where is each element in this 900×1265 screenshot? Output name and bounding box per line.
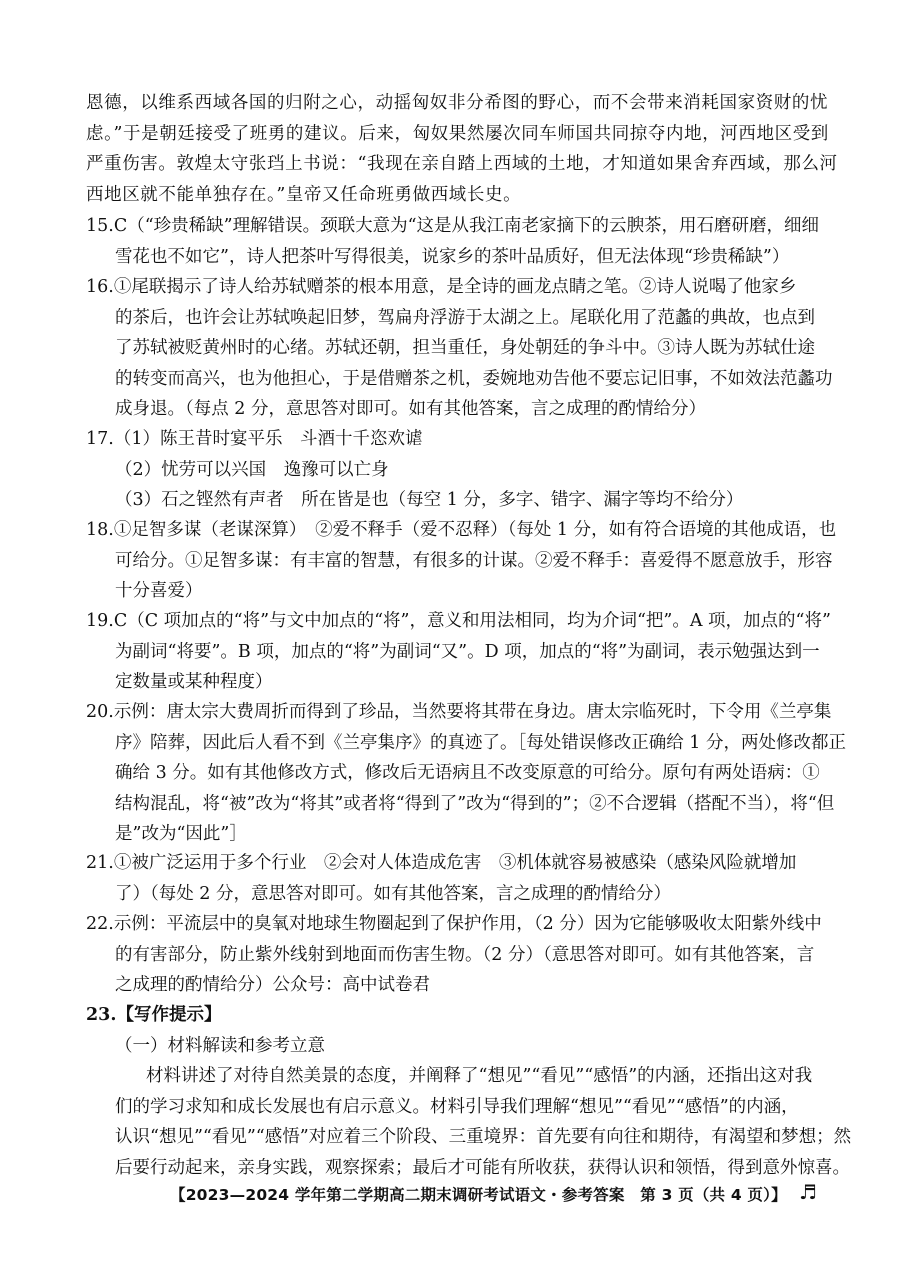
page-footer: 【2023—2024 学年第二学期高二期末调研考试语文・参考答案 第 3 页（共 4 页）】 bbox=[170, 1186, 787, 1204]
text-line: 后要行动起来，亲身实践，观察探索；最后才可能有所收获，获得认识和领悟，得到意外惊喜。 bbox=[115, 1157, 850, 1178]
text-line: 虑。”于是朝廷接受了班勇的建议。后来，匈奴果然屡次同车师国共同掠夺内地，河西地区受到 bbox=[86, 123, 829, 144]
text-line: 的转变而高兴，也为他担心，于是借赠茶之机，委婉地劝告他不要忘记旧事，不如效法范蠡功 bbox=[115, 368, 833, 389]
answer-21 bbox=[86, 848, 822, 909]
text-line: 15.C（“珍贵稀缺”理解错误。颈联大意为“这是从我江南老家摘下的云腴茶，用石磨研磨，细细 bbox=[86, 216, 820, 236]
text-line: 21.①被广泛运用于多个行业 ②会对人体造成危害 ③机体就容易被感染（感染风险就增加 bbox=[86, 853, 797, 873]
answer-19 bbox=[86, 606, 831, 698]
answer-17 bbox=[86, 424, 822, 516]
answer-16 bbox=[86, 272, 833, 425]
text-line: 16.①尾联揭示了诗人给苏轼赠茶的根本用意，是全诗的画龙点睛之笔。②诗人说喝了他家乡 bbox=[86, 277, 797, 297]
text-line: （2）忧劳可以兴国 逸豫可以亡身 bbox=[115, 459, 389, 480]
text-line: 们的学习求知和成长发展也有启示意义。材料引导我们理解“想见”“看见”“感悟”的内涵， bbox=[115, 1096, 799, 1117]
text-line: 了苏轼被贬黄州时的心绪。苏轼还朝，担当重任，身处朝廷的争斗中。③诗人既为苏轼仕途 bbox=[115, 338, 815, 358]
text-line: 17.（1）陈王昔时宴平乐 斗酒十千恣欢谑 bbox=[86, 429, 423, 449]
text-line: 定数量或某种程度） bbox=[115, 672, 273, 692]
text-line: 的茶后，也许会让苏轼唤起旧梦，驾扁舟浮游于太湖之上。尾联化用了范蠡的典故，也点到 bbox=[115, 307, 815, 328]
text-line: 西地区就不能单独存在。”皇帝又任命班勇做西域长史。 bbox=[86, 184, 522, 205]
answer-22 bbox=[86, 909, 822, 1001]
text-line: （3）石之铿然有声者 所在皆是也（每空 1 分，多字、错字、漏字等均不给分） bbox=[115, 490, 744, 510]
text-line: 雪花也不如它”，诗人把茶叶写得很美，说家乡的茶叶品质好，但无法体现“珍贵稀缺”） bbox=[115, 246, 790, 267]
text-line: 之成理的酌情给分）公众号：高中试卷君 bbox=[115, 975, 430, 995]
text-line: 恩德，以维系西域各国的归附之心，动摇匈奴非分希图的野心，而不会带来消耗国家资财的忧 bbox=[86, 93, 829, 113]
section-heading: 23.【写作提示】 bbox=[86, 1005, 222, 1025]
text-line: 了）（每处 2 分，意思答对即可。如有其他答案，言之成理的酌情给分） bbox=[115, 883, 672, 904]
text-line: 十分喜爱） bbox=[115, 581, 203, 601]
text-line: 认识“想见”“看见”“感悟”对应着三个阶段、三重境界：首先要有向往和期待，有渴望和梦想；然 bbox=[115, 1127, 852, 1147]
text-line: 确给 3 分。如有其他修改方式，修改后无语病且不改变原意的可给分。原句有两处语病：① bbox=[115, 763, 820, 783]
text-line: 成身退。（每点 2 分，意思答对即可。如有其他答案，言之成理的酌情给分） bbox=[115, 399, 707, 419]
text-line: 22.示例：平流层中的臭氧对地球生物圈起到了保护作用，（2 分）因为它能够吸收太阳紫外线中 bbox=[86, 914, 822, 934]
text-line: 序》陪葬，因此后人看不到《兰亭集序》的真迹了。［每处错误修改正确给 1 分，两处修改都正 bbox=[115, 732, 847, 753]
text-line: 的有害部分，防止紫外线射到地面而伤害生物。（2 分）（意思答对即可。如有其他答案，言 bbox=[115, 944, 815, 965]
text-line: 可给分。①足智多谋：有丰富的智慧，有很多的计谋。②爱不释手：喜爱得不愿意放手，形容 bbox=[115, 550, 833, 571]
answer-18 bbox=[86, 515, 837, 607]
passage-translation-continued bbox=[86, 88, 838, 210]
text-line: 材料讲述了对待自然美景的态度，并阐释了“想见”“看见”“感悟”的内涵，还指出这对我 bbox=[146, 1066, 813, 1086]
music-note-icon: ♬ bbox=[799, 1180, 817, 1204]
text-line: 为副词“将要”。B 项，加点的“将”为副词“又”。D 项，加点的“将”为副词，表示勉强达到一 bbox=[115, 641, 820, 662]
subsection-heading: （一）材料解读和参考立意 bbox=[115, 1035, 325, 1056]
text-line: 20.示例：唐太宗大费周折而得到了珍品，当然要将其带在身边。唐太宗临死时，下令用《兰亭集 bbox=[86, 702, 832, 722]
text-line: 18.①足智多谋（老谋深算） ②爱不释手（爱不忍释）（每处 1 分，如有符合语境的其他成语，也 bbox=[86, 520, 837, 540]
answer-20 bbox=[86, 697, 847, 850]
text-line: 是”改为“因此”］ bbox=[115, 824, 247, 844]
text-line: 结构混乱，将“被”改为“将其”或者将“得到了”改为“得到的”；②不合逻辑（搭配不当），将“但 bbox=[115, 793, 835, 814]
text-line: 严重伤害。敦煌太守张珰上书说：“我现在亲自踏上西域的土地，才知道如果舍弃西域，那么河 bbox=[86, 154, 838, 174]
answer-15 bbox=[86, 211, 822, 272]
answer-23-writing-tips bbox=[86, 1000, 852, 1183]
text-line: 19.C（C 项加点的“将”与文中加点的“将”，意义和用法相同，均为介词“把”。A 项，加点的“将” bbox=[86, 611, 831, 631]
